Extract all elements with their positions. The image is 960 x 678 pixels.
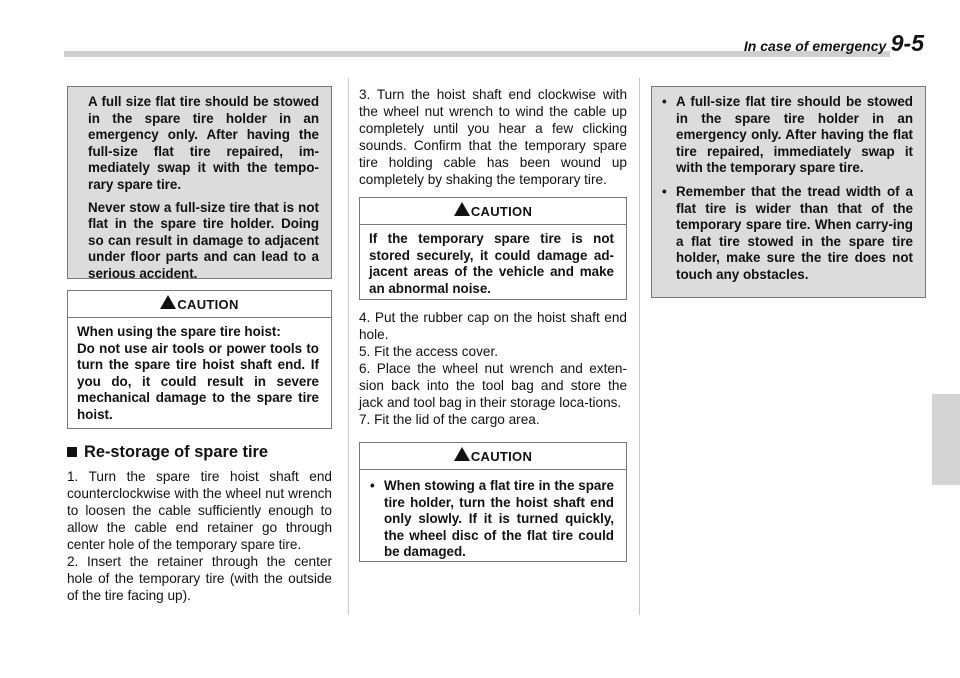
caution-header	[67, 290, 332, 318]
step-5: 5. Fit the access cover.	[359, 344, 499, 359]
square-bullet-icon	[67, 447, 77, 457]
note-bullets	[661, 94, 913, 284]
caution-body	[359, 225, 627, 300]
column-1	[67, 86, 332, 604]
caution-box-3	[359, 442, 627, 562]
caution-line: When using the spare tire hoist:	[77, 324, 281, 339]
section-heading-text: Re-storage of spare tire	[84, 443, 268, 461]
note-bullet: • Remember that the tread width of a flat tire is wider than that of the temporary spare tire. When carry-ing a flat tire stowed in the spare tire holder, make sure the tire does not touch any obstacles.	[661, 184, 913, 284]
caution-label: CAUTION	[177, 296, 239, 312]
column-divider-1	[348, 78, 349, 615]
step-3: 3. Turn the hoist shaft end clockwise with the wheel nut wrench to wind the cable up completely until you hear a few clicking sounds. Confirm that the temporary spare tire holding cable has been wound up completely by shaking the temporary tire.	[359, 87, 627, 187]
column-2	[359, 86, 627, 562]
note-bullet: • A full-size flat tire should be stowed in the spare tire holder in an emergency only. After having the flat tire repaired, immediately swap it with the temporary spare tire.	[661, 94, 913, 177]
warning-triangle-icon	[454, 447, 470, 461]
caution-line: Do not use air tools or power tools to turn the spare tire hoist shaft end. If you do, it could result in severe mechanical damage to the spare tire hoist.	[77, 340, 319, 422]
step-4: 4. Put the rubber cap on the hoist shaft end hole.	[359, 310, 627, 342]
caution-header	[359, 197, 627, 225]
warning-triangle-icon	[454, 202, 470, 216]
caution-header	[359, 442, 627, 470]
step-2: 2. Insert the retainer through the center hole of the temporary tire (with the outside of the tire facing up).	[67, 554, 332, 603]
caution-text: If the temporary spare tire is not stored securely, it could damage ad-jacent areas of the vehicle and make an abnormal noise.	[369, 231, 614, 296]
section-heading	[67, 443, 332, 462]
page-header	[744, 30, 924, 57]
step-1: 1. Turn the spare tire hoist shaft end counterclockwise with the wheel nut wrench to loosen the cable sufficiently enough to allow the cable end retainer go through center hole of the temporary spare tire.	[67, 469, 332, 552]
caution-label: CAUTION	[470, 448, 533, 464]
note-box-1	[67, 86, 332, 279]
column-3	[651, 86, 926, 298]
procedure-text	[359, 309, 627, 428]
section-name: In case of emergency	[743, 38, 887, 54]
step-7: 7. Fit the lid of the cargo area.	[359, 412, 540, 427]
chapter-tab	[932, 394, 960, 485]
caution-box-2	[359, 197, 627, 300]
caution-bullet: • When stowing a flat tire in the spare tire holder, turn the hoist shaft end only slowly. If it is turned quickly, the wheel disc of the flat tire could be damaged.	[369, 478, 614, 561]
caution-body	[67, 318, 332, 429]
step-6: 6. Place the wheel nut wrench and exten-sion back into the tool bag and store the jack and tool bag in their storage loca-tions.	[359, 361, 627, 410]
page-number: 9-5	[890, 30, 924, 56]
note-box-2	[651, 86, 926, 298]
caution-bullets	[369, 478, 614, 561]
caution-label: CAUTION	[470, 203, 533, 219]
note-paragraph: Never stow a full-size tire that is not flat in the spare tire holder. Doing so can result in damage to adjacent under floor parts and can lead to a serious accident.	[88, 199, 319, 281]
column-divider-2	[639, 78, 640, 615]
procedure-text	[67, 468, 332, 604]
note-paragraph: A full size flat tire should be stowed in the spare tire holder in an emergency only. After having the full-size flat tire repaired, im-mediately swap it with the tempo-rary spare tire.	[88, 94, 319, 192]
warning-triangle-icon	[160, 295, 176, 309]
caution-box-1	[67, 290, 332, 429]
caution-body	[359, 470, 627, 562]
